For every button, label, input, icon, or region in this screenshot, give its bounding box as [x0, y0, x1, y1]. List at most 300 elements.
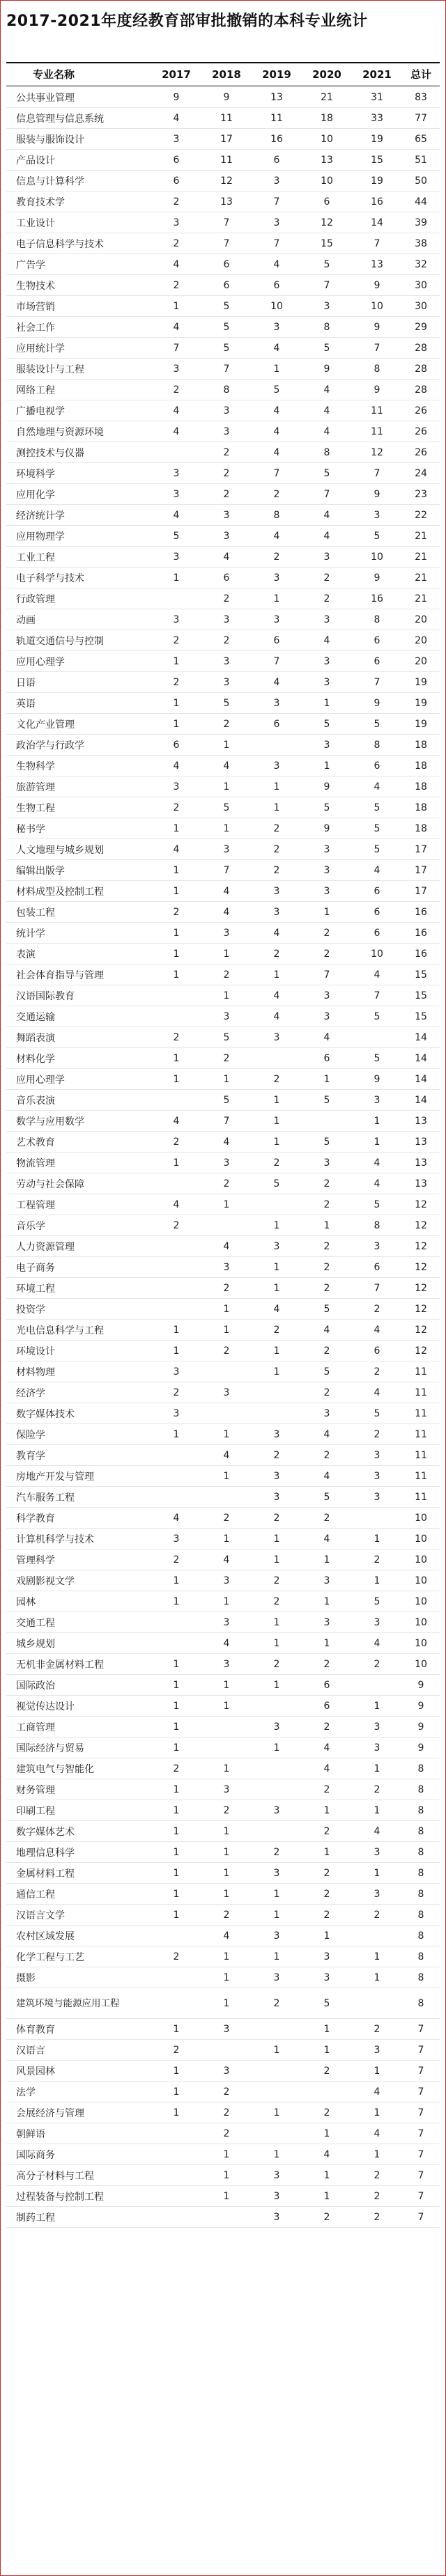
cell-2019: 4 [273, 342, 280, 354]
cell-total: 13 [415, 1178, 427, 1189]
cell-2019: 3 [273, 1470, 280, 1482]
cell-2017: 2 [173, 1951, 180, 1962]
table-row [6, 630, 440, 651]
cell-2020: 4 [323, 2148, 330, 2160]
cell-2018: 1 [223, 1700, 230, 1712]
cell-major: 园林 [16, 1596, 36, 1608]
cell-2021: 3 [374, 1470, 380, 1482]
cell-2020: 2 [323, 1240, 330, 1252]
table-row [6, 2040, 440, 2061]
cell-total: 8 [417, 1997, 424, 2009]
cell-2017: 1 [173, 697, 180, 709]
table-row [6, 1842, 440, 1863]
cell-2017: 4 [173, 258, 180, 270]
header-2019: 2019 [262, 68, 291, 81]
cell-major: 电子科学与技术 [16, 572, 84, 584]
cell-total: 8 [417, 1783, 424, 1795]
cell-2018: 2 [223, 634, 230, 646]
cell-2021: 3 [374, 1491, 380, 1503]
cell-total: 11 [415, 1428, 427, 1440]
cell-total: 10 [415, 1658, 427, 1670]
table-row [6, 944, 440, 965]
cell-2019: 1 [273, 1136, 280, 1148]
cell-2021: 7 [374, 237, 380, 249]
cell-2020: 5 [323, 1366, 330, 1377]
cell-total: 21 [415, 530, 427, 542]
cell-2017: 1 [173, 927, 180, 939]
table-row [6, 380, 440, 400]
cell-2018: 6 [223, 279, 230, 291]
cell-2019: 3 [273, 1930, 280, 1942]
cell-2021: 31 [371, 91, 383, 103]
cell-2021: 3 [374, 1240, 380, 1252]
cell-major: 经济统计学 [16, 510, 65, 522]
cell-2019: 1 [273, 2148, 280, 2160]
cell-total: 18 [415, 802, 427, 813]
cell-total: 7 [417, 2044, 424, 2056]
cell-total: 17 [415, 843, 427, 855]
cell-2020: 3 [323, 614, 330, 625]
cell-2021: 1 [374, 2107, 380, 2118]
cell-2017: 5 [173, 530, 180, 542]
cell-2017: 2 [173, 1554, 180, 1566]
cell-2020: 6 [323, 1679, 330, 1691]
table-row [6, 1173, 440, 1194]
cell-2018: 1 [223, 1073, 230, 1085]
cell-2021: 2 [374, 2169, 380, 2181]
cell-2019: 3 [273, 321, 280, 333]
cell-2018: 2 [223, 718, 230, 730]
cell-2020: 5 [323, 718, 330, 730]
cell-2021: 5 [374, 843, 380, 855]
cell-2018: 1 [223, 1825, 230, 1837]
cell-2018: 4 [223, 760, 230, 772]
table-row [6, 192, 440, 212]
cell-2018: 2 [223, 1052, 230, 1064]
cell-2021: 4 [374, 1157, 380, 1169]
cell-2018: 3 [223, 1261, 230, 1273]
cell-2019: 3 [273, 1972, 280, 1983]
cell-major: 投资学 [16, 1304, 45, 1316]
cell-2017: 2 [173, 906, 180, 918]
cell-2021: 2 [374, 1303, 380, 1315]
cell-total: 51 [415, 154, 427, 166]
cell-2020: 5 [323, 1303, 330, 1315]
cell-major: 教育学 [16, 1450, 45, 1462]
cell-total: 7 [417, 2169, 424, 2181]
cell-2021: 5 [374, 718, 380, 730]
cell-major: 劳动与社会保障 [16, 1178, 84, 1190]
cell-2020: 2 [323, 1282, 330, 1294]
cell-major: 统计学 [16, 928, 45, 939]
cell-major: 会展经济与管理 [16, 2107, 84, 2119]
cell-2021: 8 [374, 739, 380, 751]
cell-2018: 2 [223, 2086, 230, 2098]
cell-2020: 3 [323, 1616, 330, 1628]
cell-major: 生物技术 [16, 280, 55, 292]
cell-2019: 8 [273, 509, 280, 521]
cell-2019: 1 [273, 363, 280, 375]
cell-2020: 3 [323, 1157, 330, 1169]
table-row [6, 1299, 440, 1320]
cell-2017: 4 [173, 509, 180, 521]
table-row [6, 1821, 440, 1842]
cell-2021: 1 [374, 1575, 380, 1586]
cell-major: 法学 [16, 2086, 36, 2098]
table-row [6, 296, 440, 317]
table-row [6, 860, 440, 881]
cell-total: 12 [415, 1345, 427, 1357]
cell-major: 材料物理 [16, 1366, 55, 1378]
cell-2020: 3 [323, 1575, 330, 1586]
cell-2017: 1 [173, 1679, 180, 1691]
cell-2020: 2 [323, 1199, 330, 1210]
cell-2018: 8 [223, 384, 230, 396]
cell-2019: 1 [273, 1616, 280, 1628]
cell-2021: 33 [371, 112, 383, 124]
cell-2021: 7 [374, 342, 380, 354]
cell-2019: 1 [273, 781, 280, 793]
cell-2021: 2 [374, 1366, 380, 1377]
cell-2018: 3 [223, 1658, 230, 1670]
cell-2019: 3 [273, 760, 280, 772]
table-row [6, 1654, 440, 1675]
cell-2018: 2 [223, 488, 230, 500]
cell-2018: 3 [223, 530, 230, 542]
cell-2017: 1 [173, 1909, 180, 1921]
cell-2019: 6 [273, 279, 280, 291]
cell-2020: 2 [323, 948, 330, 960]
cell-major: 金属材料工程 [16, 1868, 75, 1880]
table-row [6, 1382, 440, 1403]
table-row [6, 212, 440, 233]
cell-total: 14 [415, 1094, 427, 1106]
cell-2021: 1 [374, 1972, 380, 1983]
cell-2021: 2 [374, 1554, 380, 1566]
table-row [6, 693, 440, 714]
cell-2020: 8 [323, 446, 330, 458]
cell-2017: 3 [173, 551, 180, 563]
cell-2019: 4 [273, 446, 280, 458]
cell-2021: 5 [374, 1052, 380, 1064]
cell-total: 77 [415, 112, 427, 124]
cell-major: 汉语国际教育 [16, 990, 75, 1002]
cell-2021: 3 [374, 2044, 380, 2056]
cell-total: 30 [415, 279, 427, 291]
cell-2021: 4 [374, 1637, 380, 1649]
cell-2017: 1 [173, 718, 180, 730]
table-row [6, 672, 440, 693]
table-row [6, 275, 440, 296]
cell-2021: 2 [374, 1783, 380, 1795]
cell-2020: 3 [323, 1010, 330, 1022]
cell-total: 50 [415, 175, 427, 187]
cell-2017: 1 [173, 572, 180, 584]
cell-2018: 17 [220, 133, 233, 145]
cell-2018: 4 [223, 885, 230, 897]
cell-2019: 5 [273, 1178, 280, 1189]
cell-2018: 12 [220, 175, 233, 187]
cell-2020: 2 [323, 1825, 330, 1837]
cell-2021: 15 [371, 154, 383, 166]
cell-2017: 4 [173, 426, 180, 437]
cell-2020: 4 [323, 1031, 330, 1043]
cell-2017: 1 [173, 1658, 180, 1670]
table-row [6, 1884, 440, 1905]
cell-major: 地理信息科学 [16, 1847, 75, 1859]
cell-2021: 6 [374, 1345, 380, 1357]
table-row [6, 1967, 440, 1988]
cell-2018: 2 [223, 467, 230, 479]
cell-2017: 2 [173, 1763, 180, 1774]
cell-2020: 2 [323, 1387, 330, 1398]
cell-2021: 5 [374, 1407, 380, 1419]
table-row [6, 651, 440, 672]
cell-2020: 2 [323, 2107, 330, 2118]
cell-2021: 6 [374, 760, 380, 772]
cell-total: 15 [415, 969, 427, 981]
cell-2019: 4 [273, 1010, 280, 1022]
cell-2019: 4 [273, 927, 280, 939]
cell-2020: 3 [323, 655, 330, 667]
cell-major: 政治学与行政学 [16, 740, 84, 751]
cell-2019: 1 [273, 969, 280, 981]
cell-2020: 2 [323, 1261, 330, 1273]
cell-total: 13 [415, 1157, 427, 1169]
cell-major: 人文地理与城乡规划 [16, 844, 104, 856]
cell-2020: 5 [323, 258, 330, 270]
cell-2019: 7 [273, 467, 280, 479]
cell-total: 11 [415, 1491, 427, 1503]
cell-2018: 4 [223, 1637, 230, 1649]
cell-2021: 4 [374, 1825, 380, 1837]
table-row [6, 985, 440, 1006]
cell-total: 29 [415, 321, 427, 333]
table-row [6, 254, 440, 275]
table-row [6, 1696, 440, 1717]
cell-2017: 3 [173, 1407, 180, 1419]
cell-2021: 11 [371, 426, 383, 437]
cell-2019: 6 [273, 154, 280, 166]
table-row [6, 902, 440, 923]
cell-major: 电子信息科学与技术 [16, 238, 104, 250]
cell-2019: 3 [273, 1867, 280, 1879]
cell-2020: 1 [323, 2128, 330, 2139]
cell-2018: 2 [223, 2128, 230, 2139]
cell-2017: 1 [173, 864, 180, 876]
cell-total: 16 [415, 948, 427, 960]
cell-total: 20 [415, 655, 427, 667]
cell-2019: 7 [273, 655, 280, 667]
cell-2019: 1 [273, 1554, 280, 1566]
cell-total: 7 [417, 2128, 424, 2139]
cell-2020: 2 [323, 1658, 330, 1670]
table-row [6, 1320, 440, 1341]
cell-major: 风景园林 [16, 2066, 55, 2077]
cell-2021: 2 [374, 2190, 380, 2202]
cell-2017: 1 [173, 1742, 180, 1754]
cell-2020: 3 [323, 1951, 330, 1962]
cell-2018: 3 [223, 927, 230, 939]
cell-2017: 2 [173, 1031, 180, 1043]
cell-2018: 1 [223, 1533, 230, 1545]
cell-2018: 1 [223, 781, 230, 793]
cell-2017: 1 [173, 1157, 180, 1169]
cell-2021: 5 [374, 802, 380, 813]
cell-2017: 3 [173, 1366, 180, 1377]
cell-2018: 2 [223, 969, 230, 981]
cell-2020: 2 [323, 1512, 330, 1524]
cell-2017: 2 [173, 676, 180, 688]
cell-major: 自然地理与资源环境 [16, 426, 104, 438]
cell-2018: 7 [223, 864, 230, 876]
cell-2021: 10 [371, 300, 383, 312]
cell-total: 8 [417, 1825, 424, 1837]
cell-2021: 1 [374, 1951, 380, 1962]
cell-2020: 4 [323, 634, 330, 646]
cell-major: 汉语言文学 [16, 1910, 65, 1921]
cell-total: 18 [415, 781, 427, 793]
cell-2021: 2 [374, 2023, 380, 2035]
header-major: 专业名称 [33, 68, 75, 81]
cell-total: 20 [415, 634, 427, 646]
cell-2020: 4 [323, 1428, 330, 1440]
cell-2021: 9 [374, 1073, 380, 1085]
cell-2017: 7 [173, 342, 180, 354]
table-row [6, 1487, 440, 1508]
cell-2019: 1 [273, 802, 280, 813]
cell-2017: 2 [173, 2044, 180, 2056]
cell-total: 9 [417, 1679, 424, 1691]
cell-2019: 7 [273, 196, 280, 208]
cell-2020: 5 [323, 342, 330, 354]
cell-2019: 4 [273, 258, 280, 270]
table-row [6, 1257, 440, 1278]
cell-2020: 1 [323, 1595, 330, 1607]
cell-total: 10 [415, 1512, 427, 1524]
cell-total: 18 [415, 822, 427, 834]
cell-2020: 2 [323, 1449, 330, 1461]
cell-2017: 3 [173, 133, 180, 145]
cell-2021: 9 [374, 697, 380, 709]
table-row [6, 129, 440, 150]
cell-2017: 1 [173, 1867, 180, 1879]
cell-2021: 2 [374, 1428, 380, 1440]
table-row [6, 1591, 440, 1612]
table-row [6, 2186, 440, 2207]
cell-major: 舞蹈表演 [16, 1032, 55, 1044]
cell-total: 12 [415, 1282, 427, 1294]
cell-2017: 6 [173, 739, 180, 751]
cell-2020: 2 [323, 572, 330, 584]
table-row [6, 588, 440, 609]
table-row [6, 400, 440, 421]
cell-major: 建筑环境与能源应用工程 [16, 1997, 120, 2009]
cell-2021: 13 [371, 258, 383, 270]
cell-total: 12 [415, 1303, 427, 1315]
header-total: 总计 [410, 68, 431, 81]
cell-total: 65 [415, 133, 427, 145]
cell-major: 城乡规划 [16, 1638, 55, 1650]
cell-2017: 1 [173, 1345, 180, 1357]
table-row [6, 484, 440, 505]
cell-2020: 21 [321, 91, 333, 103]
cell-major: 数字媒体艺术 [16, 1826, 75, 1838]
cell-2019: 2 [273, 1324, 280, 1336]
cell-2019: 1 [273, 1366, 280, 1377]
cell-2019: 3 [273, 1031, 280, 1043]
cell-2018: 5 [223, 802, 230, 813]
cell-2017: 1 [173, 885, 180, 897]
table-row [6, 756, 440, 776]
table-row [6, 735, 440, 756]
cell-2017: 3 [173, 217, 180, 228]
cell-2021: 12 [371, 446, 383, 458]
cell-total: 28 [415, 363, 427, 375]
cell-total: 28 [415, 342, 427, 354]
cell-2020: 9 [323, 822, 330, 834]
cell-2018: 1 [223, 1972, 230, 1983]
table-row [6, 965, 440, 985]
cell-2020: 4 [323, 1533, 330, 1545]
table-row [6, 87, 440, 108]
cell-major: 汽车服务工程 [16, 1492, 75, 1504]
cell-2017: 1 [173, 655, 180, 667]
cell-total: 12 [415, 1324, 427, 1336]
cell-2020: 2 [323, 1178, 330, 1189]
cell-2018: 3 [223, 1157, 230, 1169]
cell-2021: 19 [371, 133, 383, 145]
cell-2020: 4 [323, 1763, 330, 1774]
cell-2019: 10 [270, 300, 283, 312]
cell-2018: 3 [223, 1783, 230, 1795]
cell-2017: 1 [173, 300, 180, 312]
cell-2019: 1 [273, 1909, 280, 1921]
cell-major: 信息管理与信息系统 [16, 113, 104, 125]
cell-2019: 7 [273, 237, 280, 249]
cell-2020: 2 [323, 1867, 330, 1879]
cell-total: 28 [415, 384, 427, 396]
cell-total: 9 [417, 1742, 424, 1754]
cell-2021: 10 [371, 948, 383, 960]
cell-major: 音乐表演 [16, 1095, 55, 1107]
cell-2021: 4 [374, 1324, 380, 1336]
cell-2021: 6 [374, 906, 380, 918]
cell-2020: 1 [323, 1219, 330, 1231]
cell-2017: 1 [173, 1324, 180, 1336]
table-row [6, 338, 440, 359]
cell-total: 12 [415, 1261, 427, 1273]
cell-2020: 3 [323, 864, 330, 876]
table-row [6, 442, 440, 463]
cell-2021: 6 [374, 927, 380, 939]
cell-total: 21 [415, 593, 427, 604]
cell-2021: 6 [374, 885, 380, 897]
cell-2018: 3 [223, 1616, 230, 1628]
cell-2021: 4 [374, 781, 380, 793]
cell-2017: 2 [173, 1136, 180, 1148]
cell-2019: 4 [273, 405, 280, 416]
cell-2018: 6 [223, 258, 230, 270]
cell-2020: 3 [323, 885, 330, 897]
cell-2018: 3 [223, 614, 230, 625]
cell-2018: 1 [223, 1867, 230, 1879]
cell-2017: 1 [173, 1825, 180, 1837]
cell-2020: 2 [323, 593, 330, 604]
table-row [6, 1424, 440, 1445]
cell-2020: 5 [323, 467, 330, 479]
cell-2020: 4 [323, 509, 330, 521]
